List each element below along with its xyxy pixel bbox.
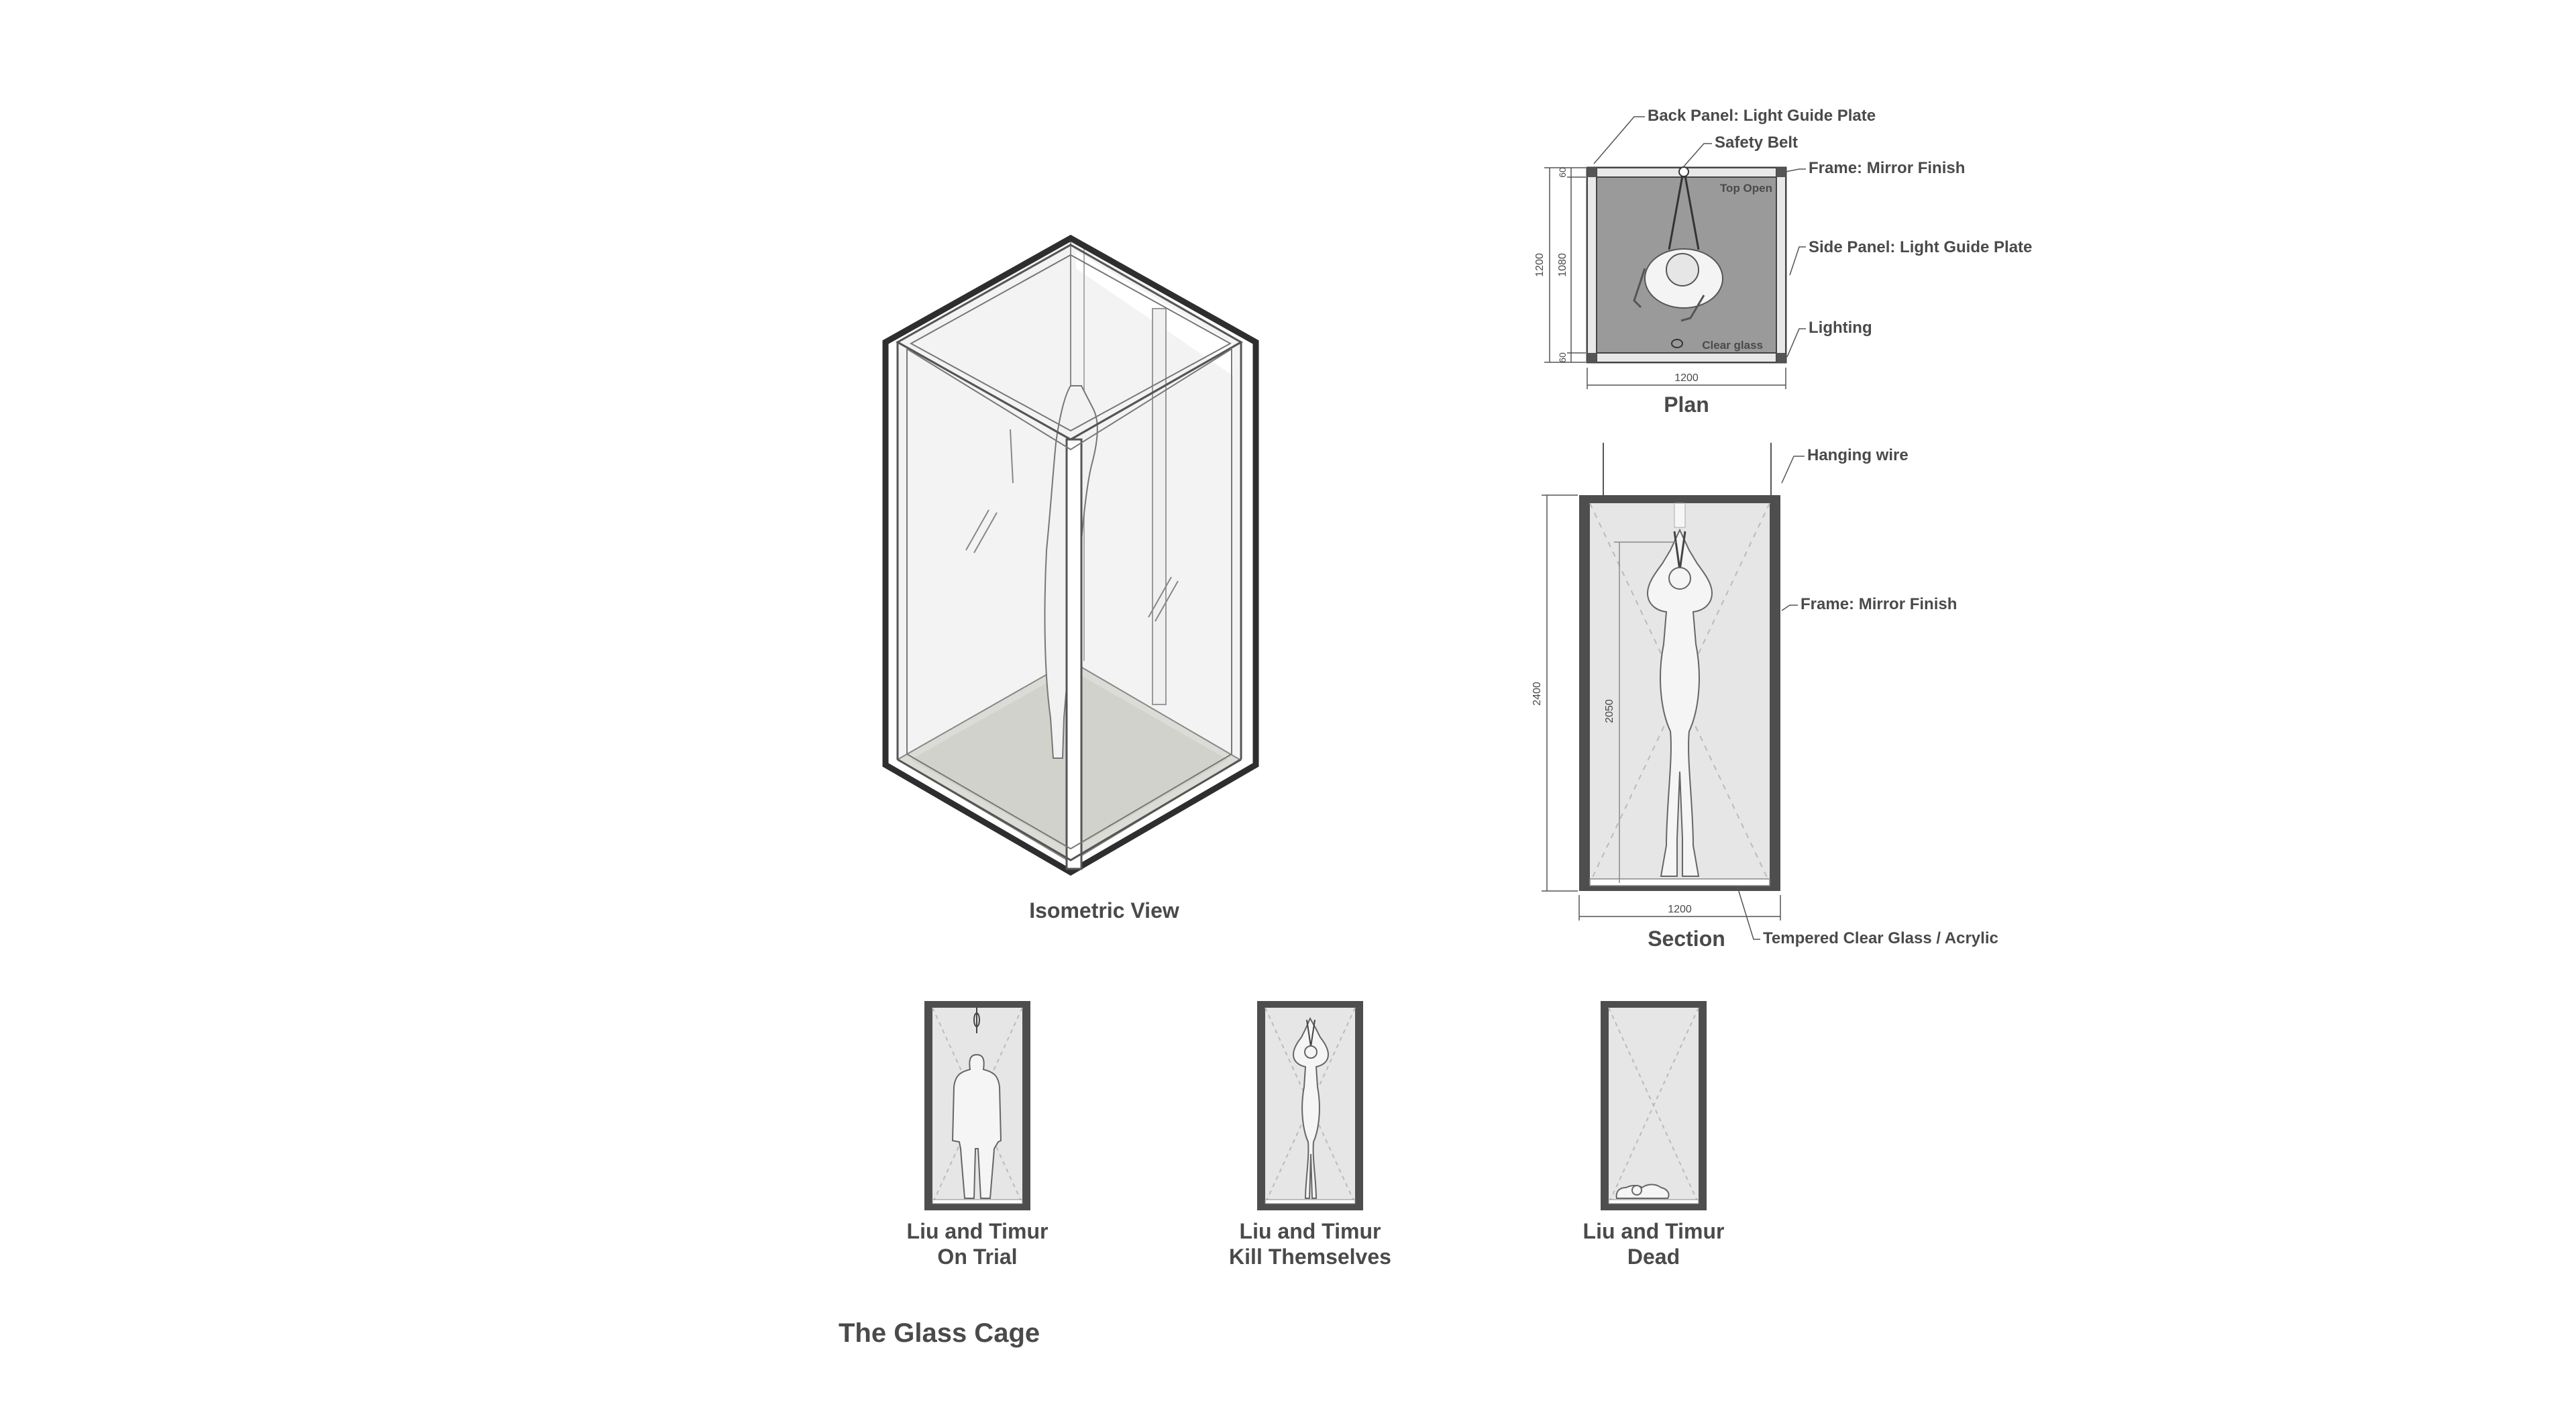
section-figure-dim: 2050 [1604, 699, 1615, 723]
plan-frame-label: Frame: Mirror Finish [1809, 159, 1966, 177]
back-panel-label: Back Panel: Light Guide Plate [1648, 107, 1876, 125]
stage-on-trial [907, 1001, 1049, 1269]
isometric-view-label: Isometric View [1029, 898, 1179, 923]
floor-glass-label: Tempered Clear Glass / Acrylic [1763, 929, 1998, 947]
plan-view-label: Plan [1664, 392, 1709, 417]
stage-kill-line1: Liu and Timur [1239, 1219, 1381, 1243]
section-view-label: Section [1648, 927, 1725, 951]
plan-inner-dim: 1080 [1557, 253, 1568, 277]
hanging-wire-label: Hanging wire [1807, 446, 1909, 464]
section-view [1532, 443, 1998, 951]
side-panel-label: Side Panel: Light Guide Plate [1809, 238, 2033, 256]
plan-frame-bottom-dim: 60 [1557, 352, 1568, 363]
stage-on-trial-line1: Liu and Timur [906, 1219, 1049, 1243]
plan-clear-glass-label: Clear glass [1702, 339, 1763, 352]
plan-frame-top-dim: 60 [1557, 167, 1568, 178]
stage-dead-line2: Dead [1627, 1245, 1680, 1269]
section-frame-label: Frame: Mirror Finish [1801, 595, 1957, 613]
stage-kill-line2: Kill Themselves [1229, 1245, 1391, 1269]
stage-dead-line1: Liu and Timur [1582, 1219, 1725, 1243]
plan-depth-dim: 1200 [1534, 253, 1546, 277]
stage-dead [1583, 1001, 1725, 1269]
stage-kill-themselves [1229, 1001, 1391, 1269]
plan-top-open-label: Top Open [1719, 182, 1772, 195]
lighting-label: Lighting [1809, 319, 1872, 337]
page-title: The Glass Cage [839, 1318, 1040, 1348]
plan-view [1534, 107, 2032, 417]
isometric-view [885, 238, 1256, 923]
section-width-dim: 1200 [1668, 904, 1692, 915]
plan-width-dim: 1200 [1674, 372, 1699, 384]
stage-on-trial-line2: On Trial [937, 1245, 1018, 1269]
safety-belt-label: Safety Belt [1715, 134, 1799, 152]
section-height-dim: 2400 [1532, 682, 1543, 706]
